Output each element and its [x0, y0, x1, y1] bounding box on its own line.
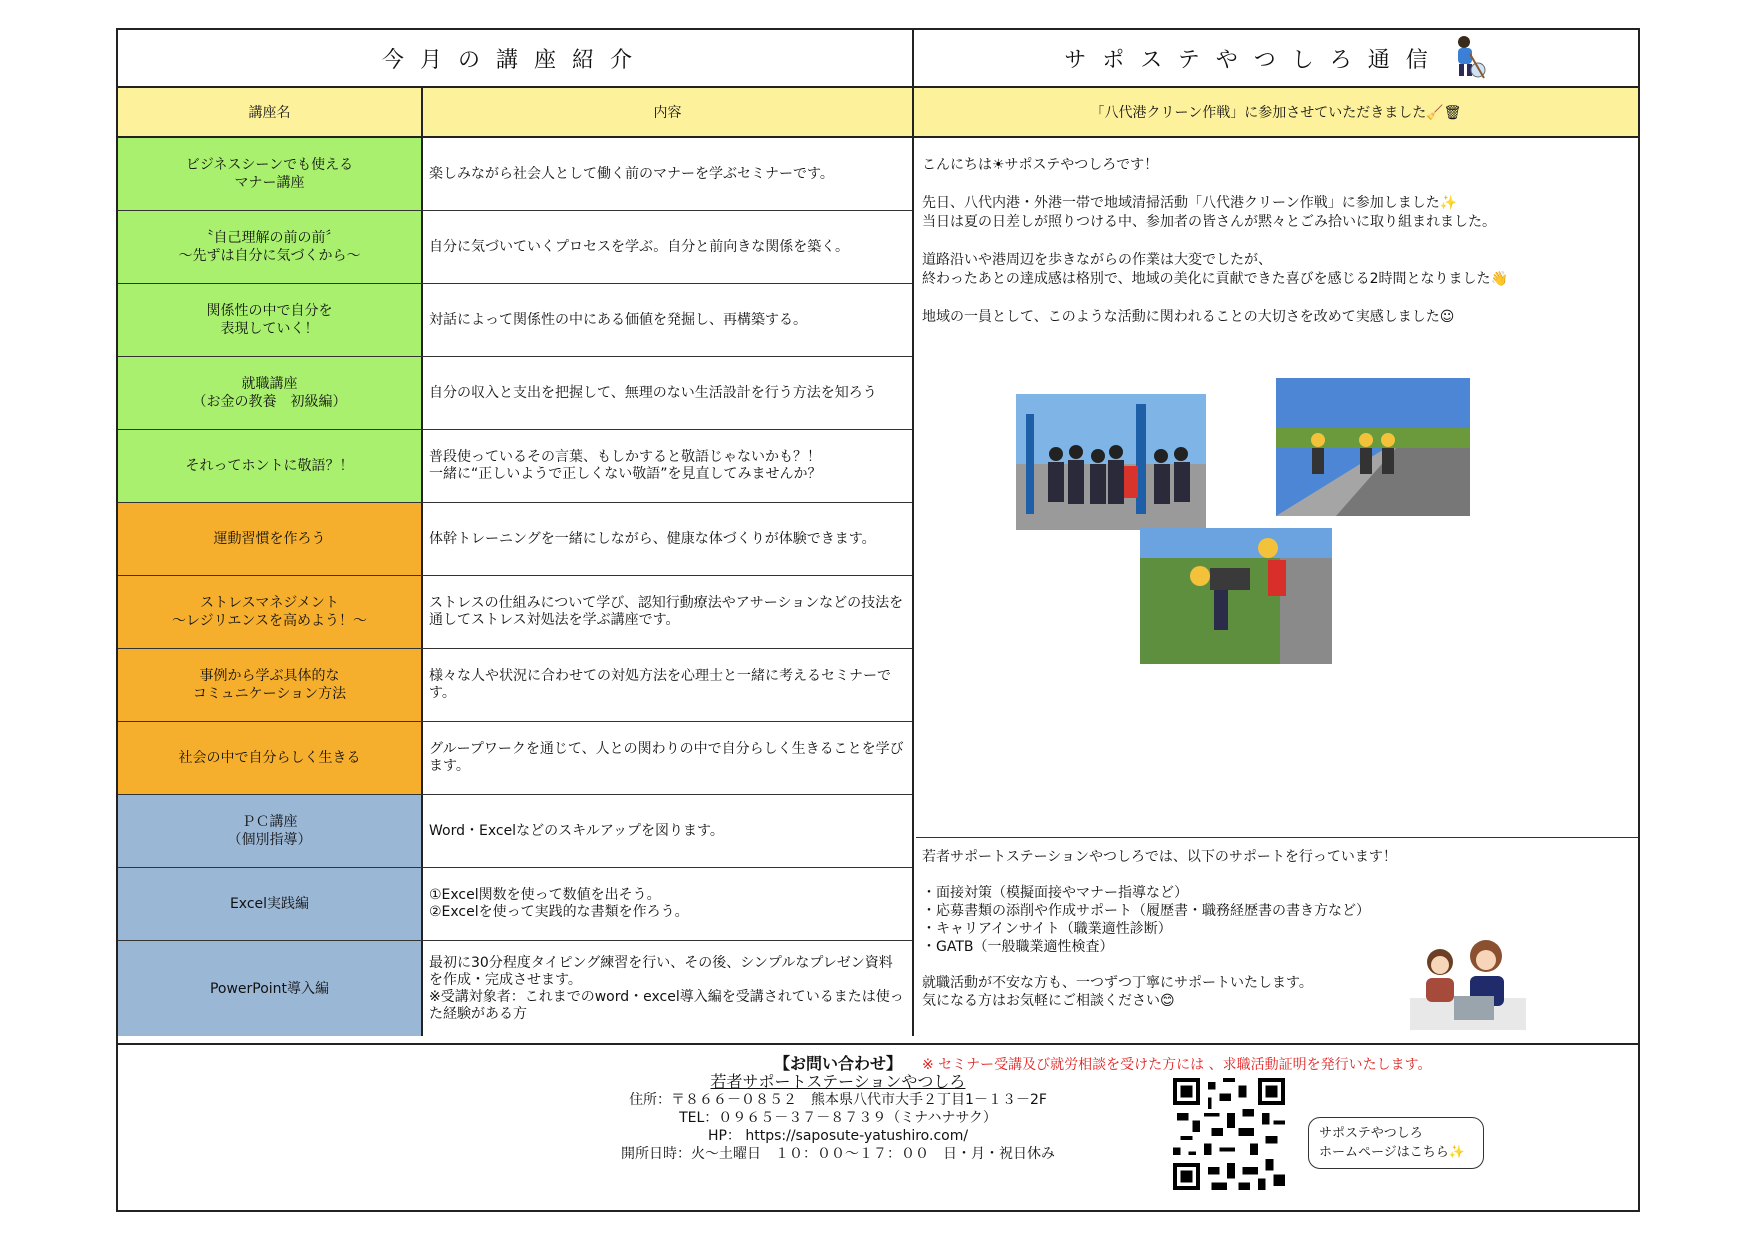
course-row — [118, 795, 912, 868]
news-headline: 「八代港クリーン作戦」に参加させていただきました🧹🗑 — [914, 88, 1638, 138]
homepage-callout — [1308, 1117, 1484, 1169]
course-name: 関係性の中で自分を 表現していく！ — [118, 284, 423, 356]
contact-heading: 【お問い合わせ】 — [773, 1054, 902, 1073]
course-name: 〝自己理解の前の前〞 ～先ずは自分に気づくから～ — [118, 211, 423, 283]
course-content: 普段使っているその言葉、もしかすると敬語じゃないかも？！ 一緒に“正しいようで正しくない敬語”を見直してみませんか？ — [429, 449, 822, 482]
news-body: こんにちは☀サポステやつしろです！ 先日、八代内港・外港一帯で地域清掃活動「八代港クリーン作戦」に参加しました✨ 当日は夏の日差しが照りつける中、参加者の皆さんが黙々とごみ拾いに取り組まれました。 道路沿いや港周辺を歩きながらの作業は大変でしたが、 終わったあとの達成感は格別で、地域の美化に貢献できた喜びを感じる2時間となりました👋 地域の一員として、このような活動に関われることの大切さを改めて実感しました☺ — [922, 157, 1508, 325]
cleaning-person-icon — [1448, 34, 1488, 82]
course-name: ストレスマネジメント ～レジリエンスを高めよう！～ — [118, 576, 423, 648]
course-content: ①Excel関数を使って数値を出そう。 ②Excelを使って実践的な書類を作ろう。 — [429, 887, 689, 920]
course-row — [118, 503, 912, 576]
contact-hp: HP： https://saposute-yatushiro.com/ — [707, 1128, 969, 1144]
contact-org: 若者サポートステーションやつしろ — [710, 1072, 966, 1091]
course-name: ＰＣ講座 （個別指導） — [118, 795, 423, 867]
course-name: Excel実践編 — [118, 868, 423, 940]
course-content: ストレスの仕組みについて学び、認知行動療法やアサーションなどの技法を通してストレス対処法を学ぶ講座です。 — [429, 595, 904, 628]
course-content: 体幹トレーニングを一緒にしながら、健康な体づくりが体験できます。 — [429, 530, 876, 547]
course-row — [118, 941, 912, 1036]
course-name: 社会の中で自分らしく生きる — [118, 722, 423, 794]
contact-address: 住所：〒８６６－０８５２ 熊本県八代市大手２丁目1－１３－2F — [629, 1092, 1047, 1108]
qr-code-icon[interactable] — [1173, 1078, 1285, 1190]
course-name: それってホントに敬語？！ — [118, 430, 423, 502]
newsletter-frame — [116, 28, 1640, 1212]
course-content: Word・Excelなどのスキルアップを図ります。 — [429, 822, 724, 839]
course-content: 楽しみながら社会人として働く前のマナーを学ぶセミナーです。 — [429, 165, 834, 182]
course-name: 事例から学ぶ具体的な コミュニケーション方法 — [118, 649, 423, 721]
course-row — [118, 211, 912, 284]
contact-footer — [118, 1043, 1638, 1210]
notice-text: ※ セミナー受講及び就労相談を受けた方には 、求職活動証明を発行いたします。 — [922, 1057, 1432, 1073]
course-content: 自分の収入と支出を把握して、無理のない生活設計を行う方法を知ろう — [429, 384, 877, 401]
contact-block — [598, 1055, 1078, 1163]
course-content: 様々な人や状況に合わせての対処方法を心理士と一緒に考えるセミナーです。 — [429, 668, 891, 701]
cleanup-photo-crowd — [1016, 394, 1206, 530]
course-content: グループワークを通じて、人との関わりの中で自分らしく生きることを学びます。 — [429, 741, 904, 774]
course-content: 最初に30分程度タイピング練習を行い、その後、シンプルなプレゼン資料を作成・完成させます。 ※受講対象者：これまでのword・excel導入編を受講されているまたは使った経験がある方 — [429, 954, 904, 1022]
course-row — [118, 284, 912, 357]
course-row — [118, 430, 912, 503]
course-row — [118, 357, 912, 430]
course-row — [118, 649, 912, 722]
news-title — [914, 30, 1638, 88]
course-table — [118, 138, 914, 1036]
cleanup-photo-road — [1276, 378, 1470, 516]
course-row — [118, 868, 912, 941]
news-title-text: サポステやつしろ通信 — [1064, 47, 1444, 73]
course-name: 運動習慣を作ろう — [118, 503, 423, 575]
course-name-header: 講座名 — [118, 88, 423, 138]
course-row — [118, 138, 912, 211]
news-panel — [916, 138, 1638, 838]
course-content-header: 内容 — [423, 88, 914, 138]
cleanup-photo-roadside — [1140, 528, 1332, 664]
course-row — [118, 722, 912, 795]
support-body: 若者サポートステーションやつしろでは、以下のサポートを行っています！ ・面接対策（模擬面接やマナー指導など） ・応募書類の添削や作成サポート（履歴書・職務経歴書の書き方など） ・キャリアインサイト（職業適性診断） ・GATB（一般職業適性検査） 就職活動が不安な方も、一つずつ丁寧にサポートいたします。 気になる方はお気軽にご相談ください😊 — [922, 849, 1397, 1009]
course-name: PowerPoint導入編 — [118, 941, 423, 1036]
course-name: 就職講座 （お金の教養 初級編） — [118, 357, 423, 429]
course-content: 自分に気づいていくプロセスを学ぶ。自分と前向きな関係を築く。 — [429, 238, 849, 255]
courses-title: 今月の講座紹介 — [118, 30, 914, 88]
course-name: ビジネスシーンでも使える マナー講座 — [118, 138, 423, 210]
course-content: 対話によって関係性の中にある価値を発掘し、再構築する。 — [429, 311, 807, 328]
homepage-callout-text: サポステやつしろ ホームページはこちら✨ — [1319, 1126, 1465, 1160]
contact-hours: 開所日時：火～土曜日 １０：００～１７：００ 日・月・祝日休み — [621, 1146, 1055, 1162]
contact-tel: TEL：０９６５－３７－８７３９（ミナハナサク） — [679, 1110, 997, 1126]
consultation-illustration-icon — [1410, 938, 1526, 1030]
course-row — [118, 576, 912, 649]
